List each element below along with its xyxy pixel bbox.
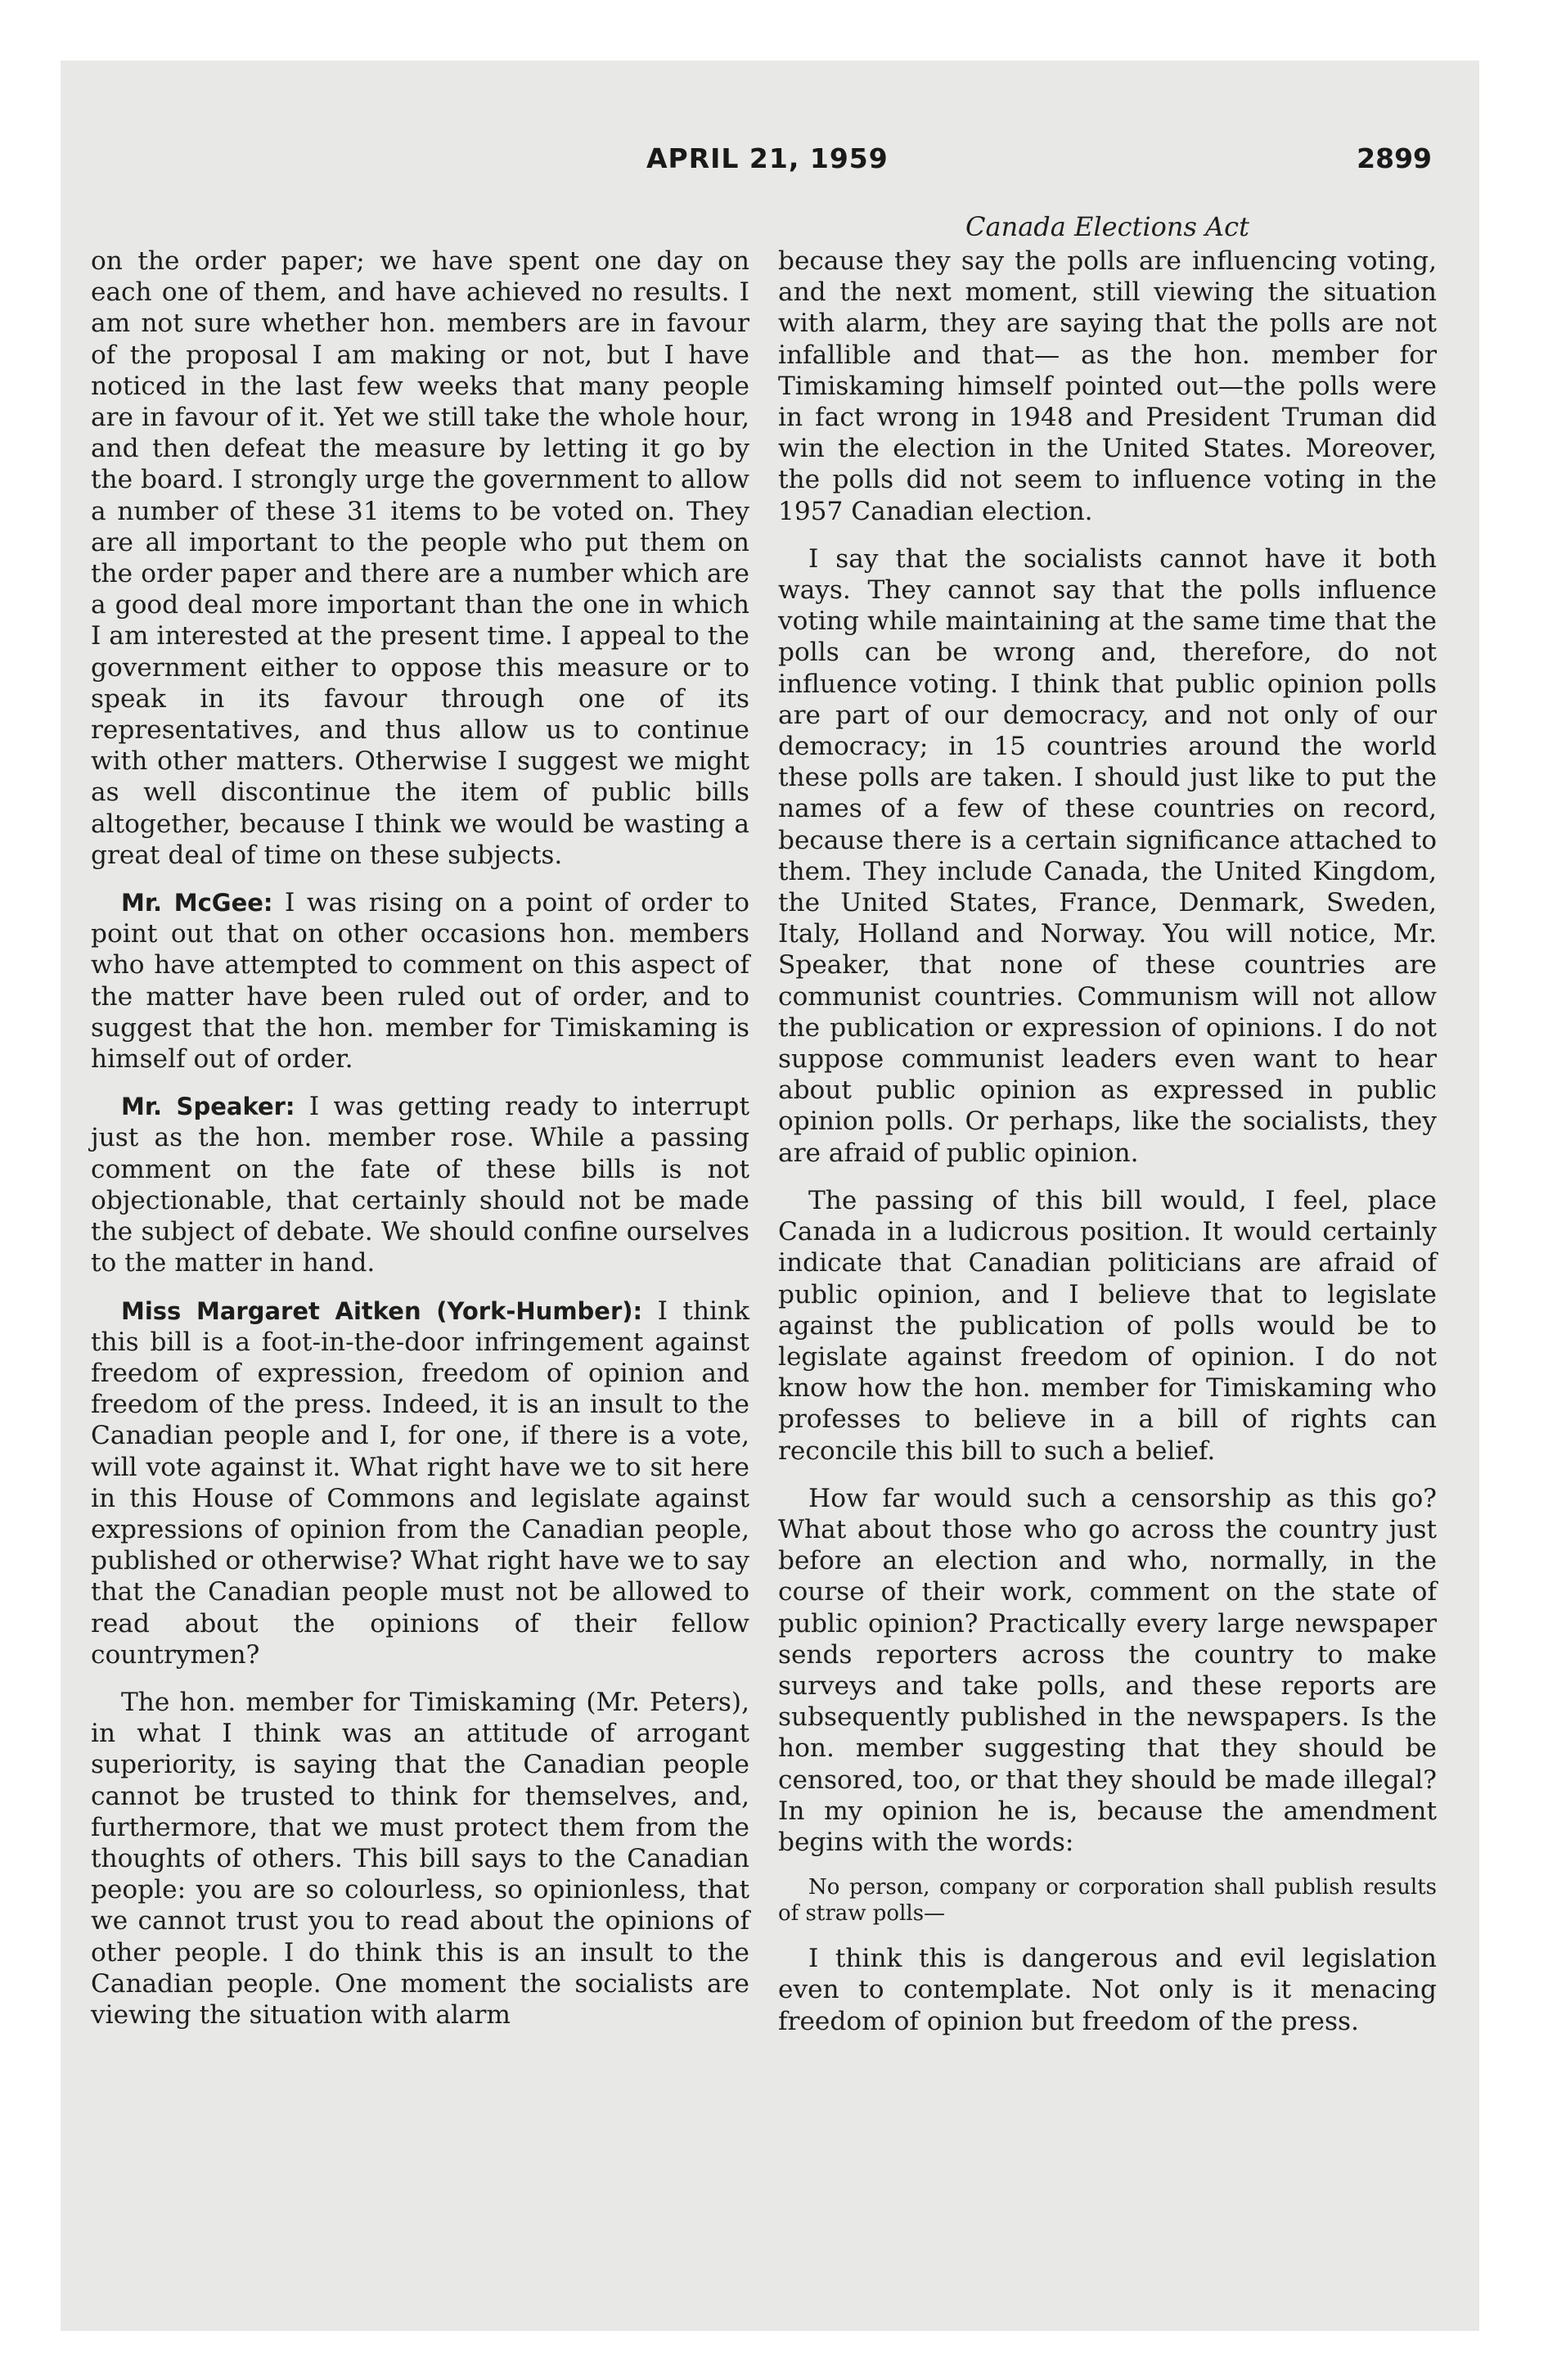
header-date: APRIL 21, 1959 — [646, 142, 889, 174]
page-header — [61, 142, 1479, 183]
paragraph: The passing of this bill would, I feel, place Canada in a ludicrous position. It would certainly indicate that Canadian politicians are afraid of public opinion, and I believe that to legislate against the publication of polls would be to legislate against freedom of opinion. I do not know how the hon. member for Timiskaming who professes to believe in a bill of rights can reconcile this bill to such a belief. — [778, 1185, 1437, 1466]
paragraph: I think this is dangerous and evil legislation even to contemplate. Not only is it menacing freedom of opinion but freedom of the press. — [778, 1944, 1437, 2036]
page-number: 2899 — [1357, 142, 1432, 174]
paragraph: because they say the polls are influencing voting, and the next moment, still viewing the situation with alarm, they are saying that the polls are not infallible and that— as the hon. member for Timiskaming himself pointed out—the polls were in fact wrong in 1948 and President Truman did win the election in the United States. Moreover, the polls did not seem to influence voting in the 1957 Canadian election. — [778, 246, 1437, 526]
left-column — [91, 246, 749, 2047]
speech-text: I think this bill is a foot-in-the-door infringement against freedom of expression, freedom of opinion and freedom of the press. Indeed, it is an insult to the Canadian people and I, for one, if there is a vote, will vote against it. What right have we to sit here in this House of Commons and legislate against expressions of opinion from the Canadian people, published or otherwise? What right have we to say that the Canadian people must not be allowed to read about the opinions of their fellow countrymen? — [91, 1296, 750, 1670]
block-quote: No person, company or corporation shall publish results of straw polls— — [778, 1875, 1437, 1927]
paragraph: on the order paper; we have spent one day on each one of them, and have achieved no results. I am not sure whether hon. members are in favour of the proposal I am making or not, but I have noticed in the last few weeks that many people are in favour of it. Yet we still take the whole hour, and then defeat the measure by letting it go by the board. I strongly urge the government to allow a number of these 31 items to be voted on. They are all important to the people who put them on the order paper and there are a number which are a good deal more important than the one in which I am interested at the present time. I appeal to the government either to oppose this measure or to speak in its favour through one of its representatives, and thus allow us to continue with other matters. Otherwise I suggest we might as well discontinue the item of public bills altogether, because I think we would be wasting a great deal of time on these subjects. — [91, 246, 749, 870]
speaker-name: Miss Margaret Aitken (York-Humber): — [121, 1296, 643, 1325]
paragraph: I say that the socialists cannot have it both ways. They cannot say that the polls influence voting while maintaining at the same time that the polls can be wrong and, therefore, do not influence voting. I think that public opinion polls are part of our democracy, and not only of our democracy; in 15 countries around the world these polls are taken. I should just like to put the names of a few of these countries on record, because there is a certain significance attached to them. They include Canada, the United Kingdom, the United States, France, Denmark, Sweden, Italy, Holland and Norway. You will notice, Mr. Speaker, that none of these countries are communist countries. Communism will not allow the publication or expression of opinions. I do not suppose communist leaders even want to hear about public opinion as expressed in public opinion polls. Or perhaps, like the socialists, they are afraid of public opinion. — [778, 543, 1437, 1168]
paragraph — [91, 1296, 749, 1670]
speech-text: I was getting ready to interrupt just as the hon. member rose. While a passing comment on the fate of these bills is not objectionable, that certainly should not be made the subject of debate. We should confine ourselves to the matter in hand. — [91, 1092, 749, 1278]
right-column — [778, 211, 1437, 2053]
paragraph: The hon. member for Timiskaming (Mr. Peters), in what I think was an attitude of arrogant superiority, is saying that the Canadian people cannot be trusted to think for themselves, and, furthermore, that we must protect them from the thoughts of others. This bill says to the Canadian people: you are so colourless, so opinionless, that we cannot trust you to read about the opinions of other people. I do think this is an insult to the Canadian people. One moment the socialists are viewing the situation with alarm — [91, 1687, 749, 2030]
paragraph — [91, 1091, 749, 1278]
paragraph: How far would such a censorship as this go? What about those who go across the country just before an election and who, normally, in the course of their work, comment on the state of public opinion? Practically every large newspaper sends reporters across the country to make surveys and take polls, and these reports are subsequently published in the newspapers. Is the hon. member suggesting that they should be censored, too, or that they should be made illegal? In my opinion he is, because the amendment begins with the words: — [778, 1483, 1437, 1857]
section-subheading: Canada Elections Act — [965, 211, 1249, 242]
speech-text: I was rising on a point of order to point out that on other occasions hon. members who have attempted to comment on this aspect of the matter have been ruled out of order, and to suggest that the hon. member for Timiskaming is himself out of order. — [91, 888, 749, 1075]
paragraph — [91, 887, 749, 1075]
page-sheet — [61, 61, 1479, 2331]
speaker-name: Mr. McGee: — [121, 889, 273, 917]
speaker-name: Mr. Speaker: — [121, 1093, 295, 1121]
